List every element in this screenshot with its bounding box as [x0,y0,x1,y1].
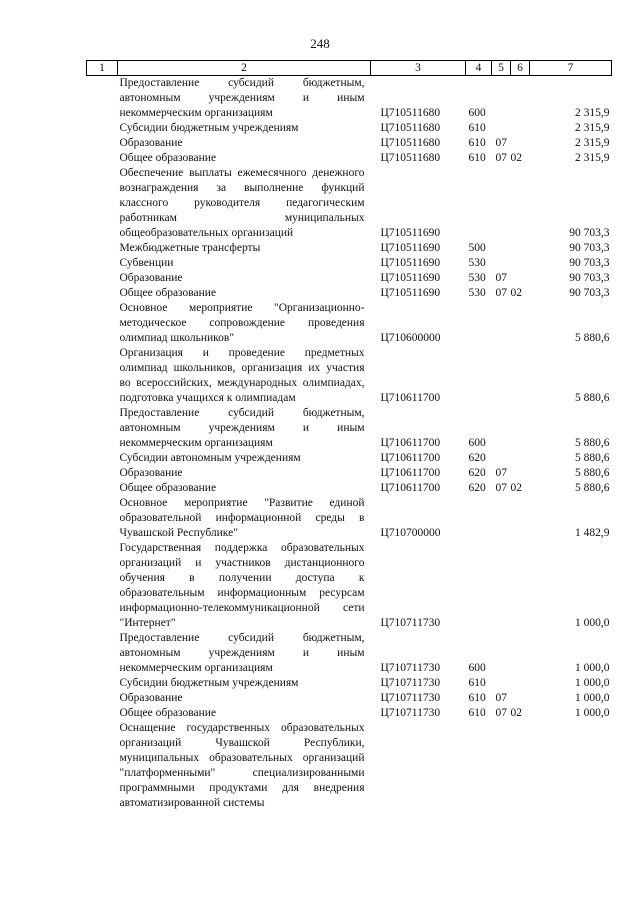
cell-amount: 1 000,0 [575,707,610,719]
cell-subsection [511,121,530,136]
cell-name: Межбюджетные трансферты [119,242,261,254]
table-row [87,151,612,166]
table-row [87,271,612,286]
cell-expense-type [466,541,492,631]
cell-expense-type: 500 [468,242,486,254]
cell-subsection [511,76,530,122]
cell-name: Образование [119,137,183,149]
cell-code: Ц710511690 [380,257,441,269]
cell-subsection [511,271,530,286]
cell-name: Образование [119,467,183,479]
table-row [87,241,612,256]
cell-blank [87,466,118,481]
cell-section: 07 [495,152,507,164]
cell-expense-type: 620 [468,482,486,494]
table-row [87,286,612,301]
page-number: 248 [310,36,330,51]
cell-blank [87,121,118,136]
cell-subsection: 02 [510,707,522,719]
cell-name: Субсидии автономным учреждениям [119,452,301,464]
cell-expense-type: 620 [468,452,486,464]
cell-name: Общее образование [119,482,217,494]
cell-expense-type: 600 [468,662,486,674]
cell-section [492,121,511,136]
cell-code: Ц710711730 [380,692,441,704]
cell-amount: 90 703,3 [569,242,610,254]
cell-blank [87,721,118,811]
cell-expense-type [466,496,492,541]
header-col-7: 7 [530,61,612,76]
cell-amount: 5 880,6 [575,437,610,449]
cell-name: Общее образование [119,152,217,164]
cell-amount: 5 880,6 [575,332,610,344]
cell-section [492,346,511,406]
cell-name: Субсидии бюджетным учреждениям [119,677,299,689]
cell-amount: 1 000,0 [575,677,610,689]
cell-blank [87,286,118,301]
cell-code: Ц710711730 [380,677,441,689]
table-row [87,631,612,676]
cell-amount: 90 703,3 [569,272,610,284]
table-row [87,451,612,466]
cell-section [492,301,511,346]
cell-amount: 5 880,6 [575,392,610,404]
cell-name: Образование [119,692,183,704]
cell-expense-type: 610 [468,692,486,704]
cell-amount: 2 315,9 [575,122,610,134]
cell-code: Ц710711730 [380,662,441,674]
cell-code: Ц710511680 [380,107,441,119]
cell-blank [87,76,118,122]
cell-subsection [511,721,530,811]
cell-section [492,721,511,811]
cell-code: Ц710611700 [380,482,441,494]
table-row [87,121,612,136]
cell-name: Общее образование [119,287,217,299]
cell-blank [87,301,118,346]
cell-subsection [511,346,530,406]
cell-code: Ц710711730 [380,707,441,719]
cell-name: Субвенции [119,257,174,269]
header-col-1: 1 [87,61,118,76]
cell-section [492,241,511,256]
cell-section [492,256,511,271]
cell-amount: 1 000,0 [575,617,610,629]
cell-code: Ц710511680 [380,122,441,134]
cell-expense-type [466,301,492,346]
cell-blank [87,271,118,286]
cell-section: 07 [495,272,507,284]
header-col-3: 3 [371,61,466,76]
cell-code: Ц710711730 [380,617,441,629]
cell-blank [87,631,118,676]
cell-blank [87,481,118,496]
cell-name: Предоставление субсидий бюджетным, автономным учреждениям и иным некоммерческим организациям [119,632,365,674]
table-row [87,406,612,451]
cell-code: Ц710611700 [380,392,441,404]
cell-blank [87,241,118,256]
cell-name: Основное мероприятие "Развитие единой образовательной информационной среды в Чувашской Республике" [119,497,365,539]
table-row [87,496,612,541]
cell-subsection: 02 [510,152,522,164]
header-col-5: 5 [492,61,511,76]
cell-subsection [511,166,530,241]
cell-expense-type: 610 [468,152,486,164]
cell-subsection [511,631,530,676]
cell-amount [530,721,612,811]
table-row [87,676,612,691]
cell-expense-type [466,721,492,811]
cell-subsection [511,406,530,451]
table-body [87,76,612,812]
cell-blank [87,256,118,271]
table-row [87,76,612,122]
cell-name: Обеспечение выплаты ежемесячного денежного вознаграждения за выполнение функций классного руководителя педагогическим работникам муниципальных общеобразовательных организаций [119,167,365,239]
cell-section [492,541,511,631]
cell-section: 07 [495,287,507,299]
cell-amount: 5 880,6 [575,452,610,464]
table-row [87,166,612,241]
cell-expense-type: 610 [468,677,486,689]
cell-amount: 2 315,9 [575,107,610,119]
cell-name: Предоставление субсидий бюджетным, автономным учреждениям и иным некоммерческим организациям [119,407,365,449]
cell-subsection [511,691,530,706]
cell-subsection [511,301,530,346]
cell-section: 07 [495,692,507,704]
cell-section [492,451,511,466]
table-row [87,541,612,631]
cell-subsection [511,136,530,151]
cell-amount: 5 880,6 [575,467,610,479]
cell-section [492,496,511,541]
cell-blank [87,706,118,721]
cell-code: Ц710511690 [380,287,441,299]
cell-code: Ц710600000 [380,332,441,344]
cell-section: 07 [495,482,507,494]
cell-code: Ц710511680 [380,152,441,164]
cell-subsection [511,451,530,466]
cell-subsection [511,256,530,271]
cell-name: Государственная поддержка образовательных организаций и участников дистанционного обучения в получении доступа к образовательным информационным ресурсам информационно-телекоммуникационной сети "Интернет" [119,542,365,629]
cell-name: Субсидии бюджетным учреждениям [119,122,299,134]
table-row [87,346,612,406]
cell-expense-type: 610 [468,122,486,134]
budget-table [86,60,612,811]
cell-blank [87,676,118,691]
cell-blank [87,691,118,706]
cell-section [492,631,511,676]
cell-amount: 2 315,9 [575,152,610,164]
cell-section [492,76,511,122]
cell-amount: 90 703,3 [569,227,610,239]
cell-name: Образование [119,272,183,284]
cell-expense-type: 530 [468,287,486,299]
cell-amount: 1 000,0 [575,662,610,674]
cell-expense-type [466,346,492,406]
table-row [87,466,612,481]
cell-blank [87,451,118,466]
cell-amount: 1 000,0 [575,692,610,704]
cell-code: Ц710611700 [380,437,441,449]
cell-subsection: 02 [510,482,522,494]
table-row [87,481,612,496]
cell-blank [87,346,118,406]
header-col-4: 4 [466,61,492,76]
cell-subsection [511,496,530,541]
table-row [87,721,612,811]
table-row [87,691,612,706]
cell-subsection [511,466,530,481]
cell-section: 07 [495,137,507,149]
cell-code: Ц710511680 [380,137,441,149]
cell-amount: 90 703,3 [569,257,610,269]
cell-code: Ц710611700 [380,467,441,479]
cell-blank [87,406,118,451]
cell-code: Ц710700000 [380,527,441,539]
cell-blank [87,496,118,541]
cell-expense-type: 620 [468,467,486,479]
cell-name: Оснащение государственных образовательных организаций Чувашской Республики, муниципальных образовательных организаций "платформенными" специализированными программными продуктами для внедрения автоматизированной системы [119,722,365,809]
cell-blank [87,166,118,241]
cell-code [371,721,466,811]
cell-code: Ц710511690 [380,227,441,239]
cell-section [492,676,511,691]
cell-section: 07 [495,707,507,719]
table-row [87,706,612,721]
table-header [87,61,612,76]
cell-section [492,406,511,451]
cell-blank [87,541,118,631]
cell-blank [87,151,118,166]
cell-name: Основное мероприятие "Организационно-методическое сопровождение проведения олимпиад школьников" [119,302,365,344]
table-row [87,136,612,151]
cell-expense-type [466,166,492,241]
cell-amount: 5 880,6 [575,482,610,494]
cell-name: Общее образование [119,707,217,719]
header-col-6: 6 [511,61,530,76]
cell-amount: 2 315,9 [575,137,610,149]
cell-amount: 90 703,3 [569,287,610,299]
header-col-2: 2 [118,61,371,76]
cell-expense-type: 600 [468,107,486,119]
table-row [87,256,612,271]
cell-subsection [511,241,530,256]
cell-expense-type: 600 [468,437,486,449]
cell-expense-type: 610 [468,707,486,719]
cell-subsection: 02 [510,287,522,299]
cell-code: Ц710511690 [380,272,441,284]
cell-section: 07 [495,467,507,479]
cell-blank [87,136,118,151]
cell-subsection [511,676,530,691]
cell-section [492,166,511,241]
cell-code: Ц710611700 [380,452,441,464]
cell-expense-type: 610 [468,137,486,149]
cell-name: Организация и проведение предметных олимпиад школьников, организация их участия во всероссийских, международных олимпиадах, подготовка учащихся к олимпиадам [119,347,365,404]
cell-name: Предоставление субсидий бюджетным, автономным учреждениям и иным некоммерческим организациям [119,77,365,119]
cell-code: Ц710511690 [380,242,441,254]
cell-subsection [511,541,530,631]
table-row [87,301,612,346]
cell-amount: 1 482,9 [575,527,610,539]
cell-expense-type: 530 [468,272,486,284]
cell-expense-type: 530 [468,257,486,269]
